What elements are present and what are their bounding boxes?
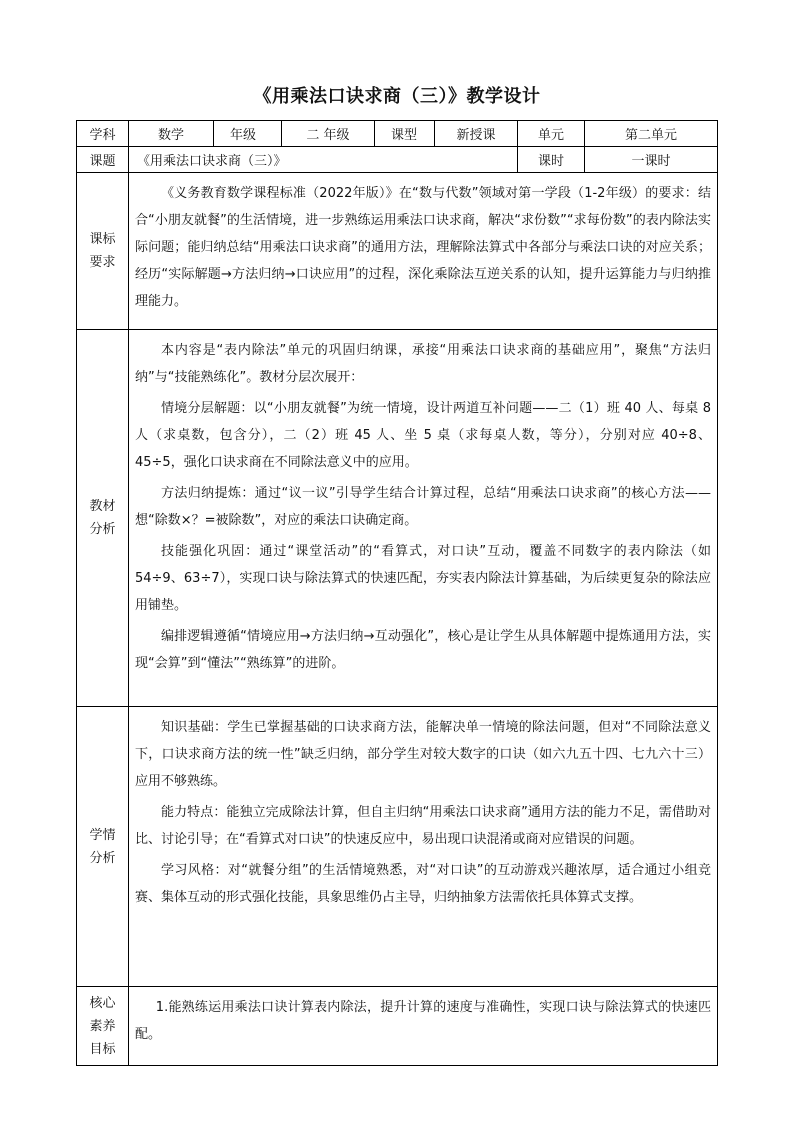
goals-label-line: 素养 xyxy=(89,1018,116,1034)
page-title: 《用乘法口诀求商（三）》教学设计 xyxy=(253,86,541,107)
unit-value: 第二单元 xyxy=(585,121,718,147)
lesson-plan-table xyxy=(76,120,718,1066)
grade-label: 年级 xyxy=(214,121,282,147)
material-paragraph: 方法归纳提炼：通过“议一议”引导学生结合计算过程，总结“用乘法口诀求商”的核心方法——想“除数×？=被除数”，对应的乘法口诀确定商。 xyxy=(135,486,711,528)
material-content xyxy=(129,330,718,707)
students-paragraph: 能力特点：能独立完成除法计算，但自主归纳“用乘法口诀求商”通用方法的能力不足，需借助对比、讨论引导；在“看算式对口诀”的快速反应中，易出现口诀混淆或商对应错误的问题。 xyxy=(135,805,711,847)
info-row-1 xyxy=(77,121,718,147)
standards-content xyxy=(129,173,718,330)
students-label-line: 学情 xyxy=(89,827,116,843)
goals-label-line: 目标 xyxy=(89,1041,116,1057)
material-paragraph: 情境分层解题：以“小朋友就餐”为统一情境，设计两道互补问题——二（1）班 40 人、每桌 8 人（求桌数，包含分），二（2）班 45 人、坐 5 桌（求每桌人数，等分），分别对应 40÷8、45÷5，强化口诀求商在不同除法意义中的应用。 xyxy=(135,401,711,470)
standards-paragraph: 《义务教育数学课程标准（2022年版）》在“数与代数”领域对第一学段（1-2年级）的要求：结合“小朋友就餐”的生活情境，进一步熟练运用乘法口诀求商，解决“求份数”“求每份数”的表内除法实际问题；能归纳总结“用乘法口诀求商”的通用方法，理解除法算式中各部分与乘法口诀的对应关系；经历“实际解题→方法归纳→口诀应用”的过程，深化乘除法互逆关系的认知，提升运算能力与归纳推理能力。 xyxy=(135,186,711,309)
students-label-line: 分析 xyxy=(89,850,116,866)
lesson-type-label: 课型 xyxy=(375,121,435,147)
lesson-type-value: 新授课 xyxy=(435,121,518,147)
standards-label xyxy=(77,173,129,330)
material-label-line: 分析 xyxy=(89,522,116,537)
standards-label-line: 要求 xyxy=(89,255,116,270)
goals-content xyxy=(129,987,718,1066)
topic-value: 《用乘法口诀求商（三）》 xyxy=(129,147,518,173)
info-row-2 xyxy=(77,147,718,173)
students-content xyxy=(129,707,718,987)
goals-paragraph: 1.能熟练运用乘法口诀计算表内除法，提升计算的速度与准确性，实现口诀与除法算式的快速匹配。 xyxy=(135,1000,711,1042)
topic-label: 课题 xyxy=(77,147,129,173)
goals-label xyxy=(77,987,129,1066)
hours-value: 一课时 xyxy=(585,147,718,173)
standards-label-line: 课标 xyxy=(89,232,116,247)
standards-row xyxy=(77,173,718,330)
students-paragraph: 学习风格：对“就餐分组”的生活情境熟悉，对“对口诀”的互动游戏兴趣浓厚，适合通过小组竞赛、集体互动的形式强化技能，具象思维仍占主导，归纳抽象方法需依托具体算式支撑。 xyxy=(135,863,711,905)
students-label xyxy=(77,707,129,987)
material-label xyxy=(77,330,129,707)
goals-label-line: 核心 xyxy=(89,995,116,1011)
goals-row xyxy=(77,987,718,1066)
hours-label: 课时 xyxy=(518,147,585,173)
students-row xyxy=(77,707,718,987)
material-paragraph: 技能强化巩固：通过“课堂活动”的“看算式，对口诀”互动，覆盖不同数字的表内除法（如 54÷9、63÷7），实现口诀与除法算式的快速匹配，夯实表内除法计算基础，为后续更复杂的除法应用铺垫。 xyxy=(135,544,711,613)
unit-label: 单元 xyxy=(518,121,585,147)
material-row xyxy=(77,330,718,707)
material-paragraph: 本内容是“表内除法”单元的巩固归纳课，承接“用乘法口诀求商的基础应用”，聚焦“方法归纳”与“技能熟练化”。教材分层次展开： xyxy=(135,343,711,385)
grade-value: 二 年级 xyxy=(282,121,375,147)
material-paragraph: 编排逻辑遵循“情境应用→方法归纳→互动强化”，核心是让学生从具体解题中提炼通用方法，实现“会算”到“懂法”“熟练算”的进阶。 xyxy=(135,629,711,671)
material-label-line: 教材 xyxy=(89,499,116,514)
subject-value: 数学 xyxy=(129,121,214,147)
students-paragraph: 知识基础：学生已掌握基础的口诀求商方法，能解决单一情境的除法问题，但对“不同除法意义下，口诀求商方法的统一性”缺乏归纳，部分学生对较大数字的口诀（如六九五十四、七九六十三）应用不够熟练。 xyxy=(135,720,711,789)
subject-label: 学科 xyxy=(77,121,129,147)
